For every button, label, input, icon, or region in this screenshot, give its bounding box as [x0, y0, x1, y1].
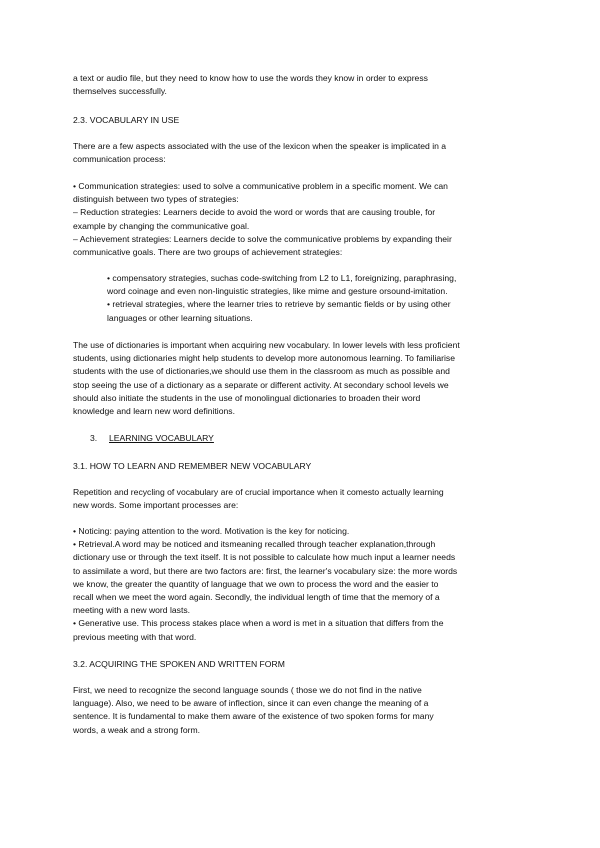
list-item: distinguish between two types of strategies:: [73, 194, 239, 205]
spoken-form-paragraph: [73, 684, 525, 737]
list-item: dictionary use or through the text itself. It is not possible to calculate how much input a learner needs: [73, 552, 456, 563]
list-item: – Reduction strategies: Learners decide to avoid the word or words that are causing trouble, for: [73, 207, 436, 218]
text-line: There are a few aspects associated with the use of the lexicon when the speaker is implicated in a: [73, 141, 447, 151]
text-line: stop seeing the use of a dictionary as a separate or different activity. At secondary school levels we: [73, 379, 449, 390]
text-line: themselves successfully.: [73, 86, 167, 97]
text-line: should also initiate the students in the use of monolingual dictionaries to broaden their word: [73, 392, 421, 403]
heading-3-2: 3.2. ACQUIRING THE SPOKEN AND WRITTEN FORM: [73, 659, 285, 669]
list-item: meeting with a new word lasts.: [73, 605, 191, 616]
text-line: students with the use of dictionaries,we should use them in the classroom as much as possible and: [73, 366, 450, 377]
text-line: words, a weak and a strong form.: [73, 724, 201, 735]
list-item: example by changing the communicative goal.: [73, 220, 250, 231]
list-item: • Generative use. This process stakes place when a word is met in a situation that differs from the: [73, 618, 444, 629]
text-line: First, we need to recognize the second language sounds ( those we do not find in the native: [73, 685, 422, 695]
lexicon-intro-paragraph: [73, 140, 525, 166]
intro-paragraph: [73, 72, 525, 98]
list-item: • compensatory strategies, suchas code-switching from L2 to L1, foreignizing, paraphrasing,: [107, 273, 457, 283]
list-item: languages or other learning situations.: [107, 312, 253, 323]
text-line: Repetition and recycling of vocabulary are of crucial importance when it comesto actually learning: [73, 487, 444, 497]
processes-list: [73, 525, 525, 644]
heading-3-1: 3.1. HOW TO LEARN AND REMEMBER NEW VOCABULARY: [73, 461, 312, 471]
text-line: communication process:: [73, 154, 166, 165]
list-item: – Achievement strategies: Learners decide to solve the communicative problems by expanding their: [73, 233, 452, 244]
list-item: word coinage and even non-linguistic strategies, like mime and gesture orsound-imitation.: [107, 286, 448, 297]
heading-number: 3.: [90, 433, 98, 443]
list-item: • Communication strategies: used to solve a communicative problem in a specific moment. We can: [73, 181, 448, 191]
dictionaries-paragraph: [73, 339, 525, 418]
list-item: • retrieval strategies, where the learner tries to retrieve by semantic fields or by using other: [107, 299, 451, 310]
list-item: recall when we meet the word again. Secondly, the individual length of time that the memory of a: [73, 592, 440, 603]
repetition-paragraph: [73, 486, 525, 512]
list-item: to assimilate a word, but there are two factors are: first, the learner's vocabulary size: the more words: [73, 565, 458, 576]
heading-3: [90, 432, 542, 444]
list-item: • Retrieval.A word may be noticed and itsmeaning recalled through teacher explanation,through: [73, 539, 436, 550]
text-line: new words. Some important processes are:: [73, 500, 239, 511]
heading-2-3: 2.3. VOCABULARY IN USE: [73, 115, 180, 125]
list-item: we know, the greater the quantity of language that we own to process the word and the easier to: [73, 578, 439, 589]
list-item: communicative goals. There are two groups of achievement strategies:: [73, 247, 343, 258]
text-line: The use of dictionaries is important when acquiring new vocabulary. In lower levels with less proficient: [73, 340, 460, 350]
text-line: sentence. It is fundamental to make them aware of the existence of two spoken forms for many: [73, 711, 434, 722]
text-line: knowledge and learn new word definitions.: [73, 406, 235, 417]
text-line: students, using dictionaries might help students to develop more autonomous learning. To familiarise: [73, 353, 456, 364]
text-line: language). Also, we need to be aware of inflection, since it can even change the meaning of a: [73, 698, 429, 709]
heading-title: LEARNING VOCABULARY: [109, 433, 214, 443]
strategies-list: [73, 180, 525, 259]
list-item: previous meeting with that word.: [73, 631, 197, 642]
list-item: • Noticing: paying attention to the word. Motivation is the key for noticing.: [73, 526, 350, 536]
text-line: a text or audio file, but they need to know how to use the words they know in order to express: [73, 73, 428, 83]
achievement-substrategies-list: [107, 272, 527, 325]
